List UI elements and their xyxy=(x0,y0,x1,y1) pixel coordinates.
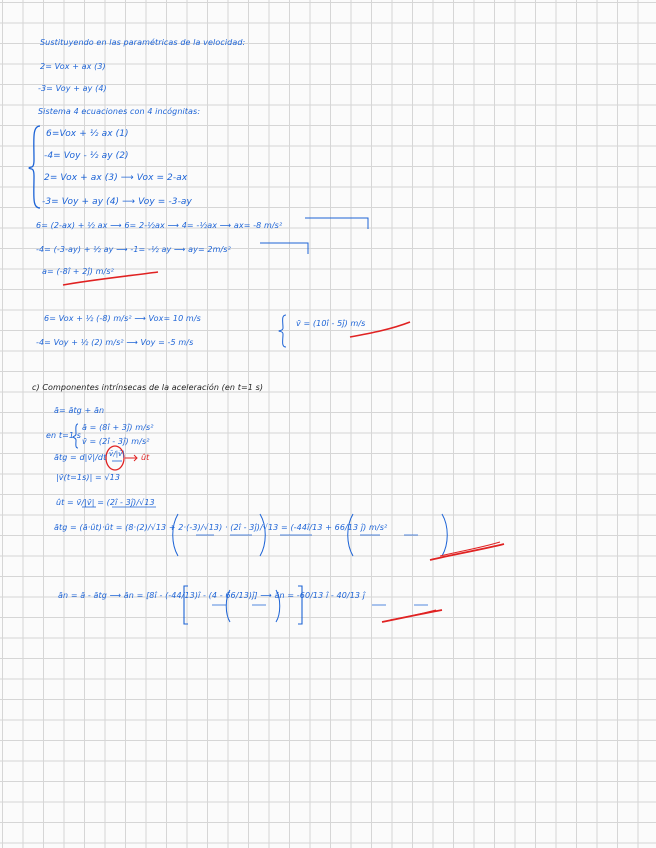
system-brace xyxy=(29,126,40,208)
red-underline-atg xyxy=(430,544,504,560)
section-c-title: c) Componentes intrínsecas de la aceleración (en t=1 s) xyxy=(32,383,264,392)
red-underline-atg-2 xyxy=(440,542,500,556)
c-line-2-label: en t=1 s xyxy=(46,431,81,440)
note-line-12: 6= Vox + ½ (-8) m/s² ⟶ Vox= 10 m/s xyxy=(44,314,201,323)
system-eq-3: 2= Vox + ax (3) ⟶ Vox = 2-ax xyxy=(44,173,188,183)
ax-box xyxy=(305,218,368,229)
note-line-4: Sistema 4 ecuaciones con 4 incógnitas: xyxy=(38,107,201,116)
note-line-2: 2= Vox + ax (3) xyxy=(40,62,106,71)
system-eq-4: -3= Voy + ay (4) ⟶ Voy = -3-ay xyxy=(42,197,192,207)
system-eq-1: 6=Vox + ½ ax (1) xyxy=(46,129,129,139)
c-line-3: ātg = d|v̄|/dt xyxy=(54,453,107,462)
note-line-13: -4= Voy + ½ (2) m/s² ⟶ Voy = -5 m/s xyxy=(36,338,194,347)
velocity-result: v̄ = (10î - 5ĵ) m/s xyxy=(296,319,366,328)
c-line-3-circled: v̄/|v̄| xyxy=(109,450,125,458)
note-line-11: a= (-8î + 2ĵ) m/s² xyxy=(42,267,114,276)
note-line-10: -4= (-3-ay) + ½ ay ⟶ -1= -½ ay ⟶ ay= 2m/s² xyxy=(36,245,231,254)
paren-r2 xyxy=(442,514,447,556)
red-underline-an-2 xyxy=(390,610,436,620)
ay-box xyxy=(260,243,308,254)
c-line-4: |v̄(t=1s)| = √13 xyxy=(56,473,121,482)
c-line-2b: v̄ = (2î - 3ĵ) m/s² xyxy=(82,437,150,446)
c-line-1: ā= ātg + ān xyxy=(54,406,105,415)
note-line-9: 6= (2-ax) + ½ ax ⟶ 6= 2-½ax ⟶ 4= -½ax ⟶ ax= -8 m/s² xyxy=(36,221,283,230)
c-line-3-red: ût xyxy=(141,453,150,462)
paren-l2 xyxy=(348,514,353,556)
c-line-2a: ā = (8î + 3ĵ) m/s² xyxy=(82,423,154,432)
note-line-1: Sustituyendo en las paramétricas de la velocidad: xyxy=(40,38,246,47)
paren-l1 xyxy=(173,514,178,556)
velocity-brace xyxy=(279,315,286,347)
note-line-3: -3= Voy + ay (4) xyxy=(38,84,107,93)
c-line-5: ût = v̄/|v̄| = (2î - 3ĵ)/√13 xyxy=(56,498,155,507)
c-line-7: ān = ā - ātg ⟶ ān = [8î - (-44/13)î - (4 - 66/13)ĵ] ⟶ ān = -60/13 î - 40/13 ĵ xyxy=(58,591,366,600)
paren-r1 xyxy=(260,514,265,556)
red-arrow xyxy=(125,455,137,461)
system-eq-2: -4= Voy - ½ ay (2) xyxy=(44,151,129,161)
c-line-6: ātg = (ā·ût)·ût = (8·(2)/√13 + 2·(-3)/√13) · (2î - 3ĵ)/√13 = (-44î/13 + 66/13 ĵ) m/s² xyxy=(54,523,388,532)
